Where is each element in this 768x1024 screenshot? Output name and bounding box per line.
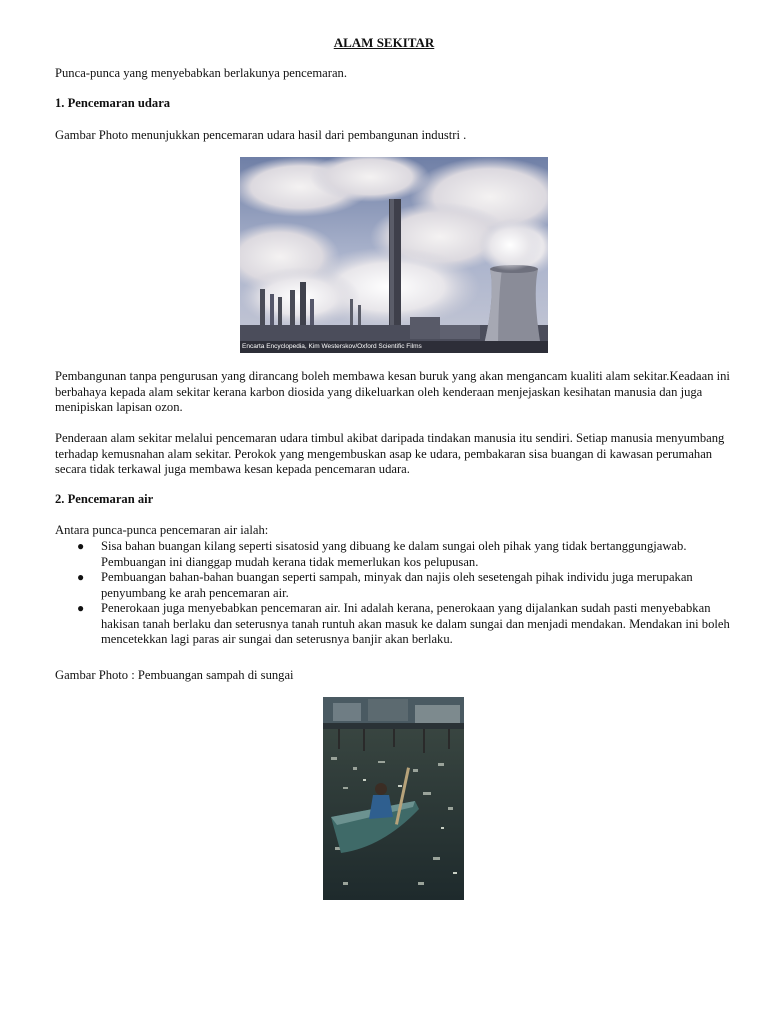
section2-photo-label: Gambar Photo : Pembuangan sampah di sungai [55,668,294,682]
water-pollution-causes-list [55,539,735,648]
list-item-text: Penerokaan juga menyebabkan pencemaran air. Ini adalah kerana, penerokaan yang dijalankan sudah pasti menyebabkan hakisan tanah berlaku dan seterusnya tanah runtuh akan masuk ke dalam sungai dan menjadi mendakan. Mendakan ini boleh mencetekkan lagi paras air sungai dan seterusnya banjir akan berlaku. [101,601,730,646]
river-rubbish-photo [323,697,464,900]
photo-credit: Encarta Encyclopedia, Kim Westerskov/Oxford Scientific Films [242,343,422,350]
section2-heading: 2. Pencemaran air [55,492,154,506]
bullet-dot-icon: ● [77,601,85,615]
list-item-text: Pembuangan bahan-bahan buangan seperti sampah, minyak dan najis oleh sesetengah pihak individu juga merupakan penyumbang ke arah pencemaran air. [101,570,693,600]
bullet-dot-icon: ● [77,570,85,584]
industrial-pollution-image [240,157,548,353]
section2-lead: Antara punca-punca pencemaran air ialah: [55,523,269,537]
list-item [55,570,735,601]
industrial-pollution-photo [240,157,548,353]
section1-paragraph2: Penderaan alam sekitar melalui pencemaran udara timbul akibat daripada tindakan manusia itu sendiri. Setiap manusia menyumbang terhadap kemusnahan alam sekitar. Perokok yang mengembuskan asap ke udara, pembakaran sisa buangan di kawasan perumahan secara tidak terkawal juga membawa kesan kepada pencemaran udara. [55,431,725,476]
list-item-text: Sisa bahan buangan kilang seperti sisatosid yang dibuang ke dalam sungai oleh pihak yang tidak bertanggungjawab. Pembuangan ini dianggap mudah kerana tidak memerlukan kos pelupusan. [101,539,687,569]
river-rubbish-image [323,697,464,900]
section1-heading: 1. Pencemaran udara [55,96,171,110]
section1-paragraph1: Pembangunan tanpa pengurusan yang dirancang boleh membawa kesan buruk yang akan mengancam kualiti alam sekitar.Keadaan ini berbahaya kepada alam sekitar kerana karbon diosida yang dikeluarkan oleh kenderaan menjejaskan kesihatan manusia dan juga menipiskan lapisan ozon. [55,369,730,414]
list-item [55,539,735,570]
bullet-dot-icon: ● [77,539,85,553]
document-title: ALAM SEKITAR [333,35,435,50]
section1-photo-label: Gambar Photo menunjukkan pencemaran udara hasil dari pembangunan industri . [55,128,467,142]
intro-text: Punca-punca yang menyebabkan berlakunya pencemaran. [55,66,347,80]
list-item [55,601,735,648]
